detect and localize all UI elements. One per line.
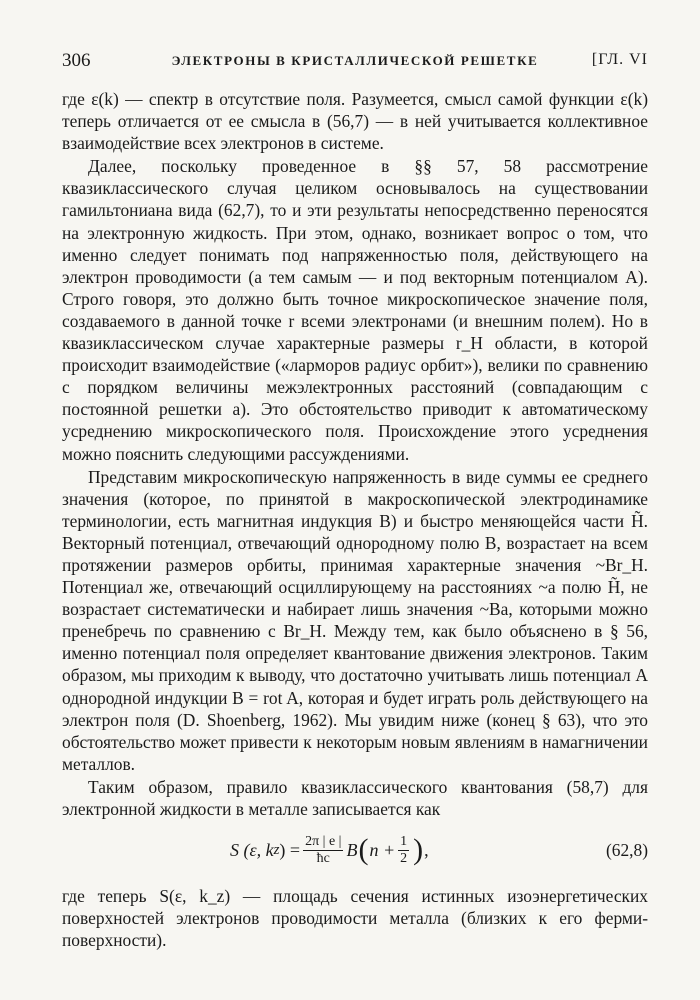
paragraph-2: Далее, поскольку проведенное в §§ 57, 58 рассмотрение квазиклассического случая целиком основывалось на существовании гамильтониана вида (62,7), то и эти результаты непосредственно переносятся на электронную жидкость. При этом, однако, возникает вопрос о том, что именно следует понимать под напряженностью поля, действующего на электрон проводимости (а тем самым — и под векторным потенциалом A). Строго говоря, это должно быть точное микроскопическое значение поля, создаваемого в данной точке r всеми электронами (и внешним полем). Но в квазиклассическом случае характерные размеры r_H области, в которой происходит взаимодействие («ларморов радиус орбит»), велики по сравнению с порядком величины межэлектронных расстояний (совпадающим с постоянной решетки a). Это обстоятельство приводит к автоматическому усреднению микроскопического поля. Происхождение этого усреднения можно пояснить следующими рассуждениями. (62, 156, 648, 464)
eq-half (398, 834, 409, 867)
eq-half-den: 2 (400, 850, 408, 866)
page-number: 306 (62, 50, 91, 71)
eq-comma: , (424, 840, 429, 861)
running-header (62, 50, 648, 76)
chapter-label: [ГЛ. VI (591, 51, 648, 68)
paragraph-4: Таким образом, правило квазиклассического квантования (58,7) для электронной жидкости в металле записывается как (62, 776, 648, 819)
paragraph-5: где теперь S(ε, k_z) — площадь сечения истинных изоэнергетических поверхностей электронов проводимости металла (близких к его ферми-поверхности). (62, 886, 648, 951)
equation-62-8 (62, 826, 648, 880)
equation-expression (230, 828, 429, 872)
paragraph-1: где ε(k) — спектр в отсутствие поля. Разумеется, смысл самой функции ε(k) теперь отличается от ее смысла в (56,7) — в ней учитывается коллективное взаимодействие всех электронов в системе. (62, 89, 648, 154)
eq-paren-close: ) (413, 833, 424, 867)
eq-half-num: 1 (400, 833, 408, 849)
paragraph-3: Представим микроскопическую напряженность в виде суммы ее среднего значения (которое, по принятой в макроскопической электродинамике терминологии, есть магнитная индукция B) и быстро меняющейся части H̃. Векторный потенциал, отвечающий однородному полю B, возрастает на всем протяжении размеров орбиты, принимая характерные значения ~Br_H. Потенциал же, отвечающий осциллирующему на расстояниях ~a полю H̃, не возрастает систематически и набирает лишь значения ~Ba, которыми можно пренебречь по сравнению с Br_H. Между тем, как было объяснено в § 56, именно потенциал поля определяет квантование движения электронов. Таким образом, мы приходим к выводу, что достаточно учитывать лишь потенциал A однородной индукции B = rot A, которая и будет играть роль действующего на электрон поля (D. Shoenberg, 1962). Мы увидим ниже (конец § 63), что это обстоятельство может привести к некоторым новым явлениям в намагничении металлов. (62, 466, 648, 774)
eq-lhs-end: ) = (279, 840, 301, 861)
eq-fraction (303, 834, 343, 867)
page-body (62, 88, 648, 951)
eq-lhs: S (ε, k (230, 840, 274, 861)
eq-b: B (346, 840, 358, 861)
eq-paren-open: ( (358, 833, 369, 867)
eq-frac-den: ħc (316, 850, 330, 866)
eq-frac-num: 2π | e | (305, 833, 342, 849)
eq-lhs-sub: z (273, 842, 280, 859)
equation-number: (62,8) (605, 840, 648, 861)
running-title: ЭЛЕКТРОНЫ В КРИСТАЛЛИЧЕСКОЙ РЕШЕТКЕ (171, 53, 539, 68)
eq-n: n + (369, 840, 396, 861)
